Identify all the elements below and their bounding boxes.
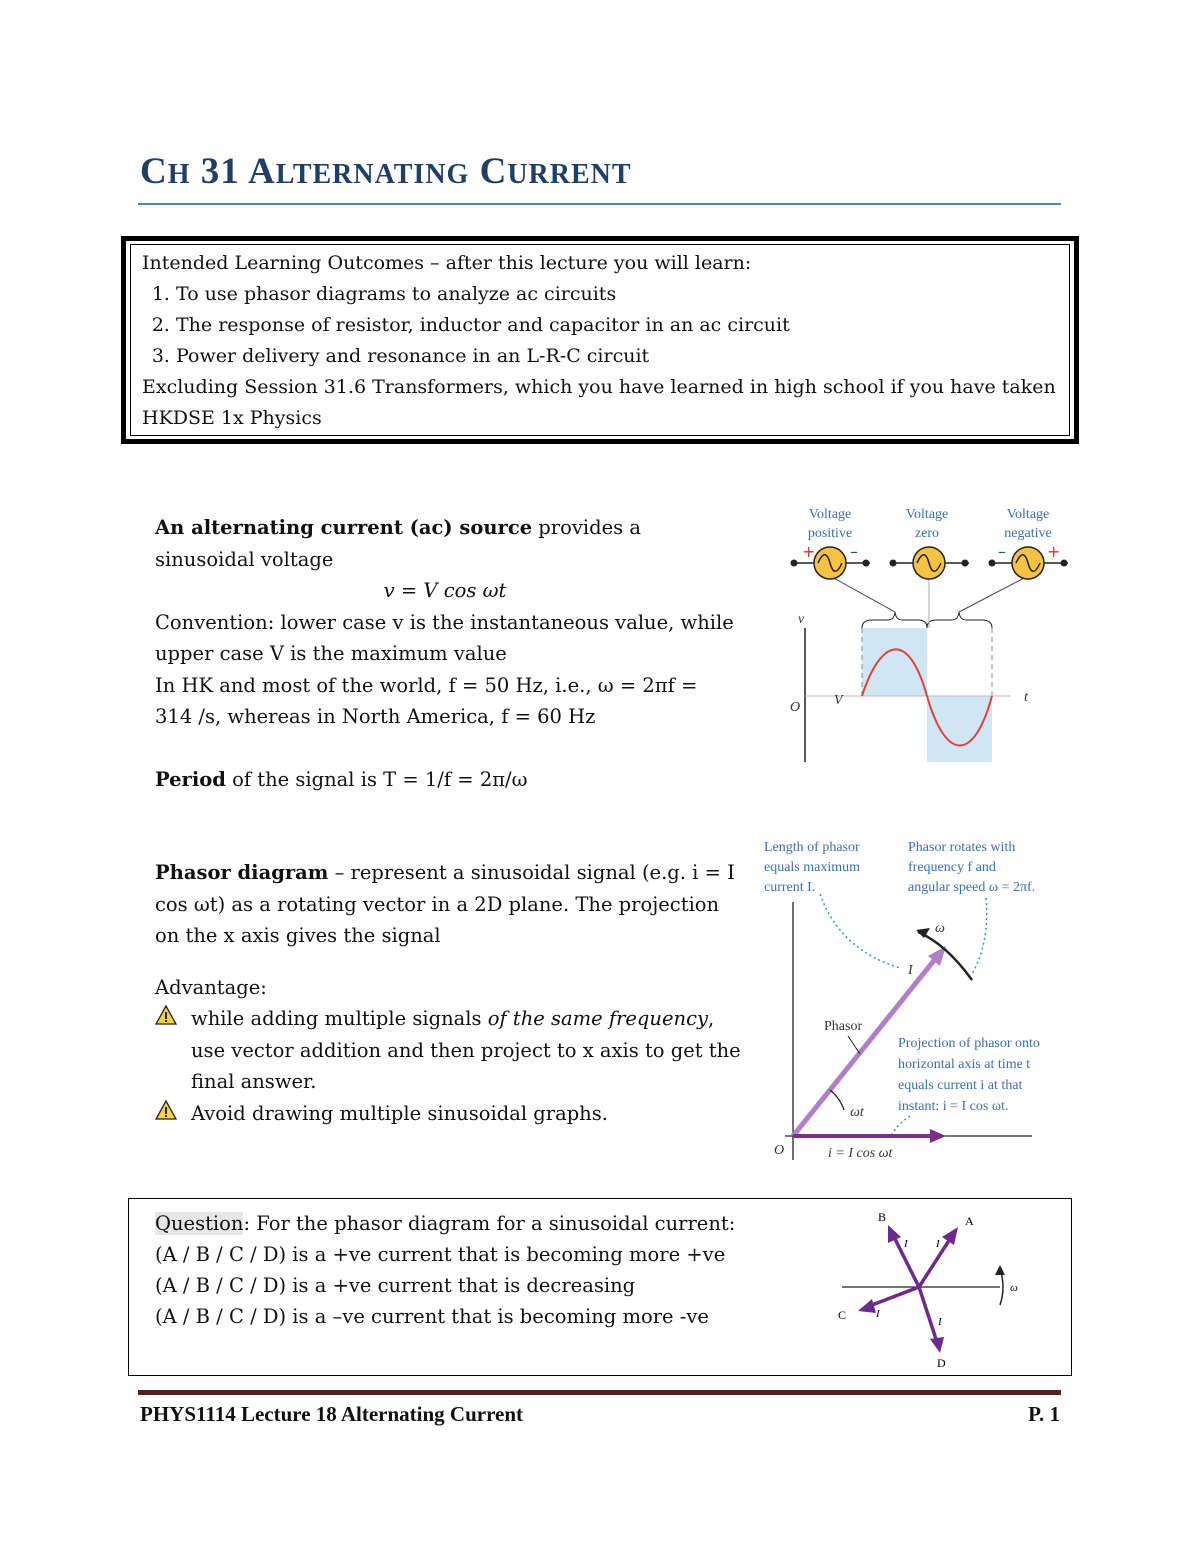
connector-line [959,576,1028,612]
question-line: (A / B / C / D) is a –ve current that is becoming more -ve [155,1305,709,1328]
svg-text:–: – [850,542,858,561]
label-A: A [965,1214,974,1228]
svg-text:+: + [1047,542,1061,561]
phasor-lead-rest: – represent a sinusoidal signal (e.g. i = I cos ωt) as a rotating vector in a 2D plane. The projection on the x axis gives the signal [155,861,735,947]
omega-label: ω [1010,1282,1018,1294]
ac-equation: v = V cos ωt [383,579,507,602]
dotted-pointer [820,894,900,968]
ac-source-icon [890,547,970,579]
rot-label: angular speed ω = 2πf. [908,880,1036,895]
ac-source-icon [791,542,871,579]
label-voltage-positive: Voltage [808,507,852,522]
ac-source-figure [780,500,1080,770]
ac-hk-freq: In HK and most of the world, f = 50 Hz, i.e., ω = 2πf = 314 /s, whereas in North America, f = 60 Hz [155,673,698,728]
brace [862,612,927,628]
title-part: 31 [190,151,248,192]
warning-icon [155,1098,191,1130]
title-rule [138,203,1061,205]
label-C: C [838,1308,847,1322]
rotation-arrowhead [995,1265,1005,1275]
dotted-pointer [892,1116,910,1134]
omega-label: ω [935,921,945,936]
phasor-label-line [848,1036,860,1054]
ilo-item: 1. To use phasor diagrams to analyze ac circuits [176,279,1062,310]
proj-label: instant: i = I cos ωt. [898,1099,1009,1114]
ac-lead-rest: provides a sinusoidal voltage [155,516,641,571]
question-text [155,1208,735,1332]
label-I: I [938,1316,942,1328]
ac-lead [155,512,735,575]
question-label: Question [155,1212,244,1235]
question-figure [830,1205,1040,1375]
adv1-text: while adding multiple signals [191,1007,488,1030]
advantage-item [155,1003,745,1098]
title-part: A [247,151,276,192]
label-voltage-negative: negative [1004,526,1052,541]
phasor-section [155,857,745,1129]
axis-o-label: O [790,700,801,715]
label-voltage-zero: zero [914,526,940,541]
x-axis-label: i = I cos ωt [828,1146,893,1161]
title-part: H [167,159,191,190]
label-B: B [878,1210,887,1224]
ac-period [155,764,735,796]
title-part: LTERNATING [275,159,470,190]
dotted-pointer [972,898,987,974]
phasor-lead [155,857,745,952]
adv2-text: Avoid drawing multiple sinusoidal graphs. [191,1101,608,1125]
angle-arc [830,1090,844,1110]
ilo-item: 2. The response of resistor, inductor and capacitor in an ac circuit [176,310,1062,341]
ilo-list [142,279,1062,372]
ilo-content [142,248,1062,434]
phasor-lead-bold: Phasor diagram [155,861,329,884]
brace [927,612,992,628]
question-line: (A / B / C / D) is a +ve current that is becoming more +ve [155,1243,726,1266]
page-number: P. 1 [1028,1402,1060,1426]
warning-icon [155,1003,191,1098]
label-I: I [876,1308,880,1320]
projection-arrowhead [930,1129,946,1143]
label-I: I [936,1238,940,1250]
footer-left: PHYS1114 Lecture 18 Alternating Current [140,1402,524,1426]
proj-label: horizontal axis at time t [898,1057,1031,1072]
proj-label: equals current i at that [898,1078,1023,1093]
question-line: (A / B / C / D) is a +ve current that is decreasing [155,1274,636,1297]
ac-lead-bold: An alternating current (ac) source [155,516,533,539]
ilo-heading: Intended Learning Outcomes – after this lecture you will learn: [142,252,752,274]
label-I: I [904,1238,908,1250]
label-voltage-positive: positive [807,526,853,541]
ac-period-rest: of the signal is T = 1/f = 2π/ω [225,767,528,791]
connector-line [830,576,895,612]
title-part: URRENT [507,159,632,190]
len-label: current I. [764,880,816,895]
ac-source-icon [989,542,1069,579]
advantage-heading: Advantage: [155,975,267,999]
footer-rule [138,1390,1061,1395]
axis-v-label: v [798,612,805,627]
I-label: I [908,963,913,978]
ilo-item: 3. Power delivery and resonance in an L-R-C circuit [176,341,1062,372]
shade-positive [862,628,927,696]
amplitude-label: V [834,693,843,708]
ac-period-bold: Period [155,767,226,791]
advantage-item [155,1098,745,1130]
len-label: Length of phasor [764,840,860,855]
shade-negative [927,696,992,762]
page-title [140,150,632,193]
proj-label: Projection of phasor onto [898,1036,1040,1051]
question-rest: : For the phasor diagram for a sinusoidal current: [243,1212,736,1235]
svg-text:–: – [998,542,1006,561]
phasor-figure [760,832,1090,1172]
adv1-text-end: , use vector addition and then project to x axis to get the final answer. [191,1007,741,1093]
adv1-italic: of the same frequency [487,1007,709,1030]
len-label: equals maximum [764,860,861,875]
rot-label: frequency f and [908,860,996,875]
label-D: D [937,1356,946,1370]
rot-label: Phasor rotates with [908,840,1016,855]
footer [140,1402,1060,1427]
title-part: C [140,151,168,192]
svg-text:+: + [802,542,816,561]
omega-t-label: ωt [850,1105,864,1120]
ilo-note: Excluding Session 31.6 Transformers, which you have learned in high school if you have taken HKDSE 1x Physics [142,376,1056,429]
q-phasors [858,1225,958,1353]
ac-section [155,512,735,795]
label-voltage-zero: Voltage [905,507,949,522]
phasor-label: Phasor [824,1019,863,1034]
ac-convention: Convention: lower case v is the instantaneous value, while upper case V is the maximum value [155,610,734,665]
origin-label: O [774,1143,785,1158]
title-part: C [469,151,508,192]
label-voltage-negative: Voltage [1006,507,1050,522]
axis-t-label: t [1024,690,1028,705]
